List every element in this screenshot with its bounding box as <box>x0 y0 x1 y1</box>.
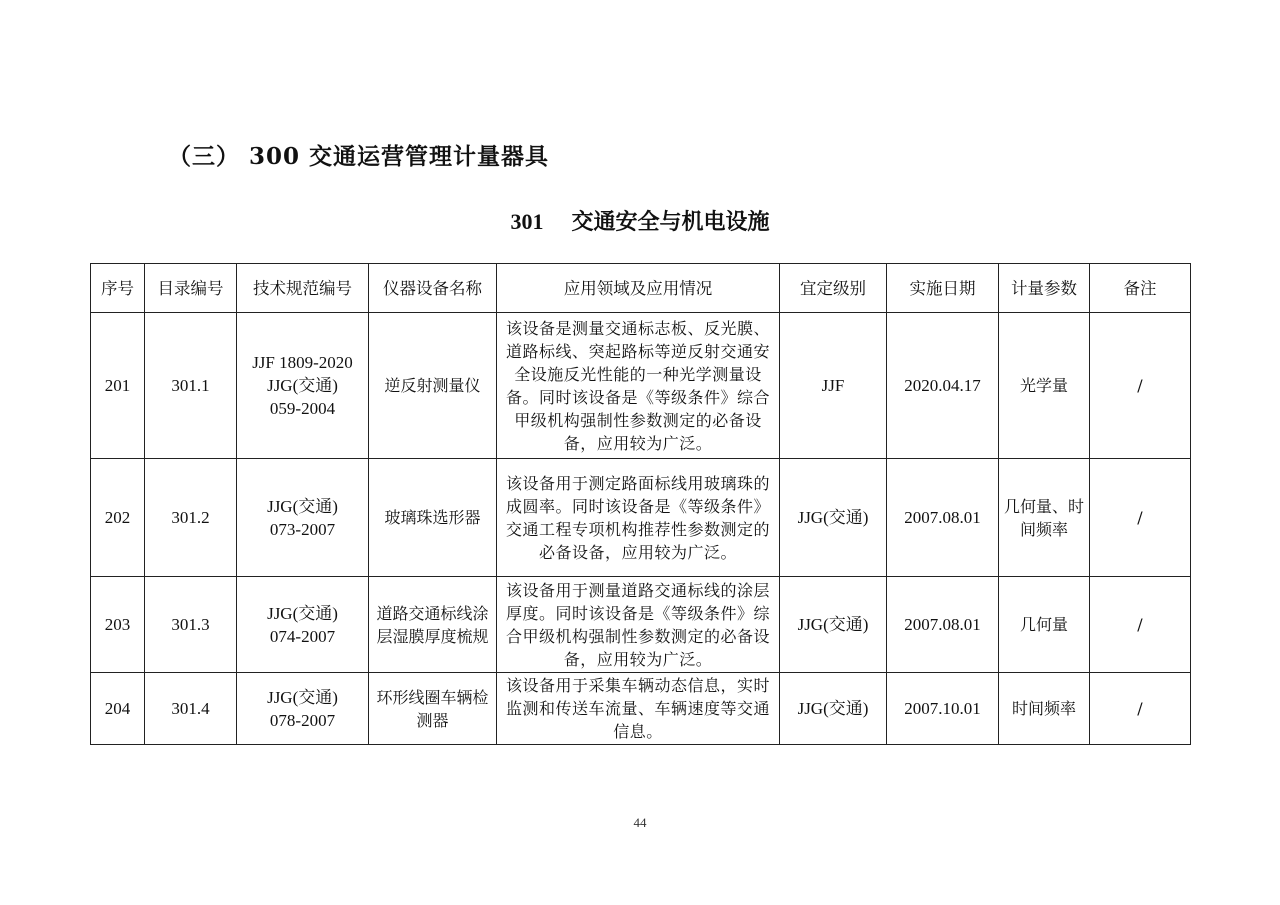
spec-line: 078-2007 <box>269 710 336 730</box>
cell-catalog-no: 301.3 <box>145 577 237 673</box>
cell-level: JJF <box>780 313 887 459</box>
spec-line: JJG(交通) <box>267 496 338 516</box>
cell-level: JJG(交通) <box>780 577 887 673</box>
cell-params: 几何量、时间频率 <box>999 459 1090 577</box>
cell-date: 2007.08.01 <box>887 577 999 673</box>
cell-remark: / <box>1090 313 1191 459</box>
header-level: 宜定级别 <box>780 264 887 313</box>
cell-application: 该设备是测量交通标志板、反光膜、道路标线、突起路标等逆反射交通安全设施反光性能的一种光学测量设备。同时该设备是《等级条件》综合甲级机构强制性参数测定的必备设备，应用较为广泛。 <box>497 313 780 459</box>
cell-catalog-no: 301.2 <box>145 459 237 577</box>
cell-application: 该设备用于测定路面标线用玻璃珠的成圆率。同时该设备是《等级条件》交通工程专项机构推荐性参数测定的必备设备，应用较为广泛。 <box>497 459 780 577</box>
cell-remark: / <box>1090 673 1191 745</box>
cell-params: 光学量 <box>999 313 1090 459</box>
header-spec-no: 技术规范编号 <box>237 264 369 313</box>
cell-device-name: 环形线圈车辆检测器 <box>369 673 497 745</box>
cell-spec-no <box>237 459 369 577</box>
cell-catalog-no: 301.1 <box>145 313 237 459</box>
header-params: 计量参数 <box>999 264 1090 313</box>
header-date: 实施日期 <box>887 264 999 313</box>
table-row <box>91 459 1191 577</box>
cell-spec-no <box>237 313 369 459</box>
cell-application: 该设备用于采集车辆动态信息，实时监测和传送车流量、车辆速度等交通信息。 <box>497 673 780 745</box>
spec-line: 073-2007 <box>269 519 336 539</box>
cell-date: 2007.10.01 <box>887 673 999 745</box>
table-row <box>91 577 1191 673</box>
cell-device-name: 玻璃珠选形器 <box>369 459 497 577</box>
table-row <box>91 673 1191 745</box>
table-title-number: 301 <box>510 209 544 234</box>
table-title-name: 交通安全与机电设施 <box>571 209 770 235</box>
table-title <box>0 205 1280 236</box>
cell-application: 该设备用于测量道路交通标线的涂层厚度。同时该设备是《等级条件》综合甲级机构强制性参数测定的必备设备，应用较为广泛。 <box>497 577 780 673</box>
instrument-catalog-table <box>90 263 1191 745</box>
cell-level: JJG(交通) <box>780 459 887 577</box>
spec-line: JJG(交通) <box>267 603 338 623</box>
cell-date: 2020.04.17 <box>887 313 999 459</box>
header-catalog-no: 目录编号 <box>145 264 237 313</box>
table-header-row <box>91 264 1191 313</box>
cell-params: 时间频率 <box>999 673 1090 745</box>
header-seq: 序号 <box>91 264 145 313</box>
cell-catalog-no: 301.4 <box>145 673 237 745</box>
spec-line: 059-2004 <box>269 399 336 418</box>
table-row <box>91 313 1191 459</box>
cell-seq: 202 <box>91 459 145 577</box>
cell-remark: / <box>1090 577 1191 673</box>
cell-seq: 201 <box>91 313 145 459</box>
header-remark: 备注 <box>1090 264 1191 313</box>
cell-params: 几何量 <box>999 577 1090 673</box>
page-number: 44 <box>633 815 647 830</box>
cell-spec-no <box>237 673 369 745</box>
cell-device-name: 道路交通标线涂层湿膜厚度梳规 <box>369 577 497 673</box>
header-device-name: 仪器设备名称 <box>369 264 497 313</box>
cell-seq: 203 <box>91 577 145 673</box>
spec-line: 074-2007 <box>269 626 336 646</box>
cell-device-name: 逆反射测量仪 <box>369 313 497 459</box>
cell-level: JJG(交通) <box>780 673 887 745</box>
cell-date: 2007.08.01 <box>887 459 999 577</box>
spec-line: JJG(交通) <box>267 687 338 707</box>
spec-line: JJF 1809-2020 <box>252 353 353 372</box>
cell-spec-no <box>237 577 369 673</box>
spec-line: JJG(交通) <box>267 376 338 395</box>
cell-remark: / <box>1090 459 1191 577</box>
section-heading: （三） 300 交通运营管理计量器具 <box>168 143 550 170</box>
cell-seq: 204 <box>91 673 145 745</box>
header-application: 应用领域及应用情况 <box>497 264 780 313</box>
